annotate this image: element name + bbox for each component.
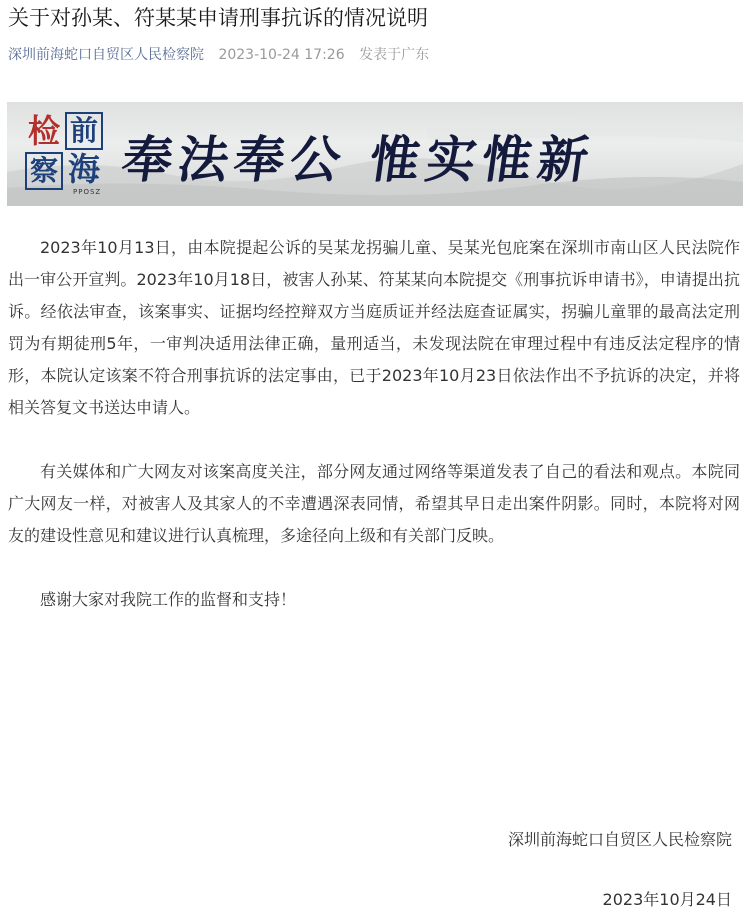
paragraph: 有关媒体和广大网友对该案高度关注，部分网友通过网络等渠道发表了自己的看法和观点。本院同广大网友一样，对被害人及其家人的不幸遭遇深表同情，希望其早日走出案件阴影。同时，本院将对网友的建设性意见和建议进行认真梳理，多途径向上级和有关部门反映。 bbox=[8, 462, 740, 545]
banner-image bbox=[7, 102, 743, 206]
article-title: 关于对孙某、符某某申请刑事抗诉的情况说明 bbox=[8, 6, 428, 30]
paragraph: 2023年10月13日，由本院提起公诉的吴某龙拐骗儿童、吴某光包庇案在深圳市南山区人民法院作出一审公开宣判。2023年10月18日，被害人孙某、符某某向本院提交《刑事抗诉申请书》，申请提出抗诉。经依法审查，该案事实、证据均经控辩双方当庭质证并经法庭查证属实，拐骗儿童罪的最高法定刑罚为有期徒刑5年，一审判决适用法律正确，量刑适当，未发现法院在审理过程中有违反法定程序的情形，本院认定该案不符合刑事抗诉的法定事由，已于2023年10月23日依法作出不予抗诉的决定，并将相关答复文书送达申请人。 bbox=[8, 238, 740, 417]
document-date: 2023年10月24日 bbox=[602, 890, 732, 909]
paragraph: 感谢大家对我院工作的监督和支持！ bbox=[40, 590, 297, 609]
signature: 深圳前海蛇口自贸区人民检察院 bbox=[507, 830, 732, 849]
publish-location: 发表于广东 bbox=[359, 47, 430, 63]
logo-subtext: PPOSZ bbox=[73, 188, 102, 196]
logo-char: 海 bbox=[67, 150, 100, 188]
banner-slogan: 奉法奉公 惟实惟新 bbox=[118, 130, 599, 189]
article-meta bbox=[8, 45, 429, 65]
logo-char: 检 bbox=[27, 112, 60, 150]
logo-char: 前 bbox=[65, 112, 103, 150]
procuratorate-logo bbox=[25, 110, 105, 196]
account-name-link[interactable]: 深圳前海蛇口自贸区人民检察院 bbox=[8, 47, 204, 63]
logo-char: 察 bbox=[25, 152, 63, 190]
publish-time: 2023-10-24 17:26 bbox=[218, 47, 345, 63]
article-content bbox=[8, 232, 740, 616]
